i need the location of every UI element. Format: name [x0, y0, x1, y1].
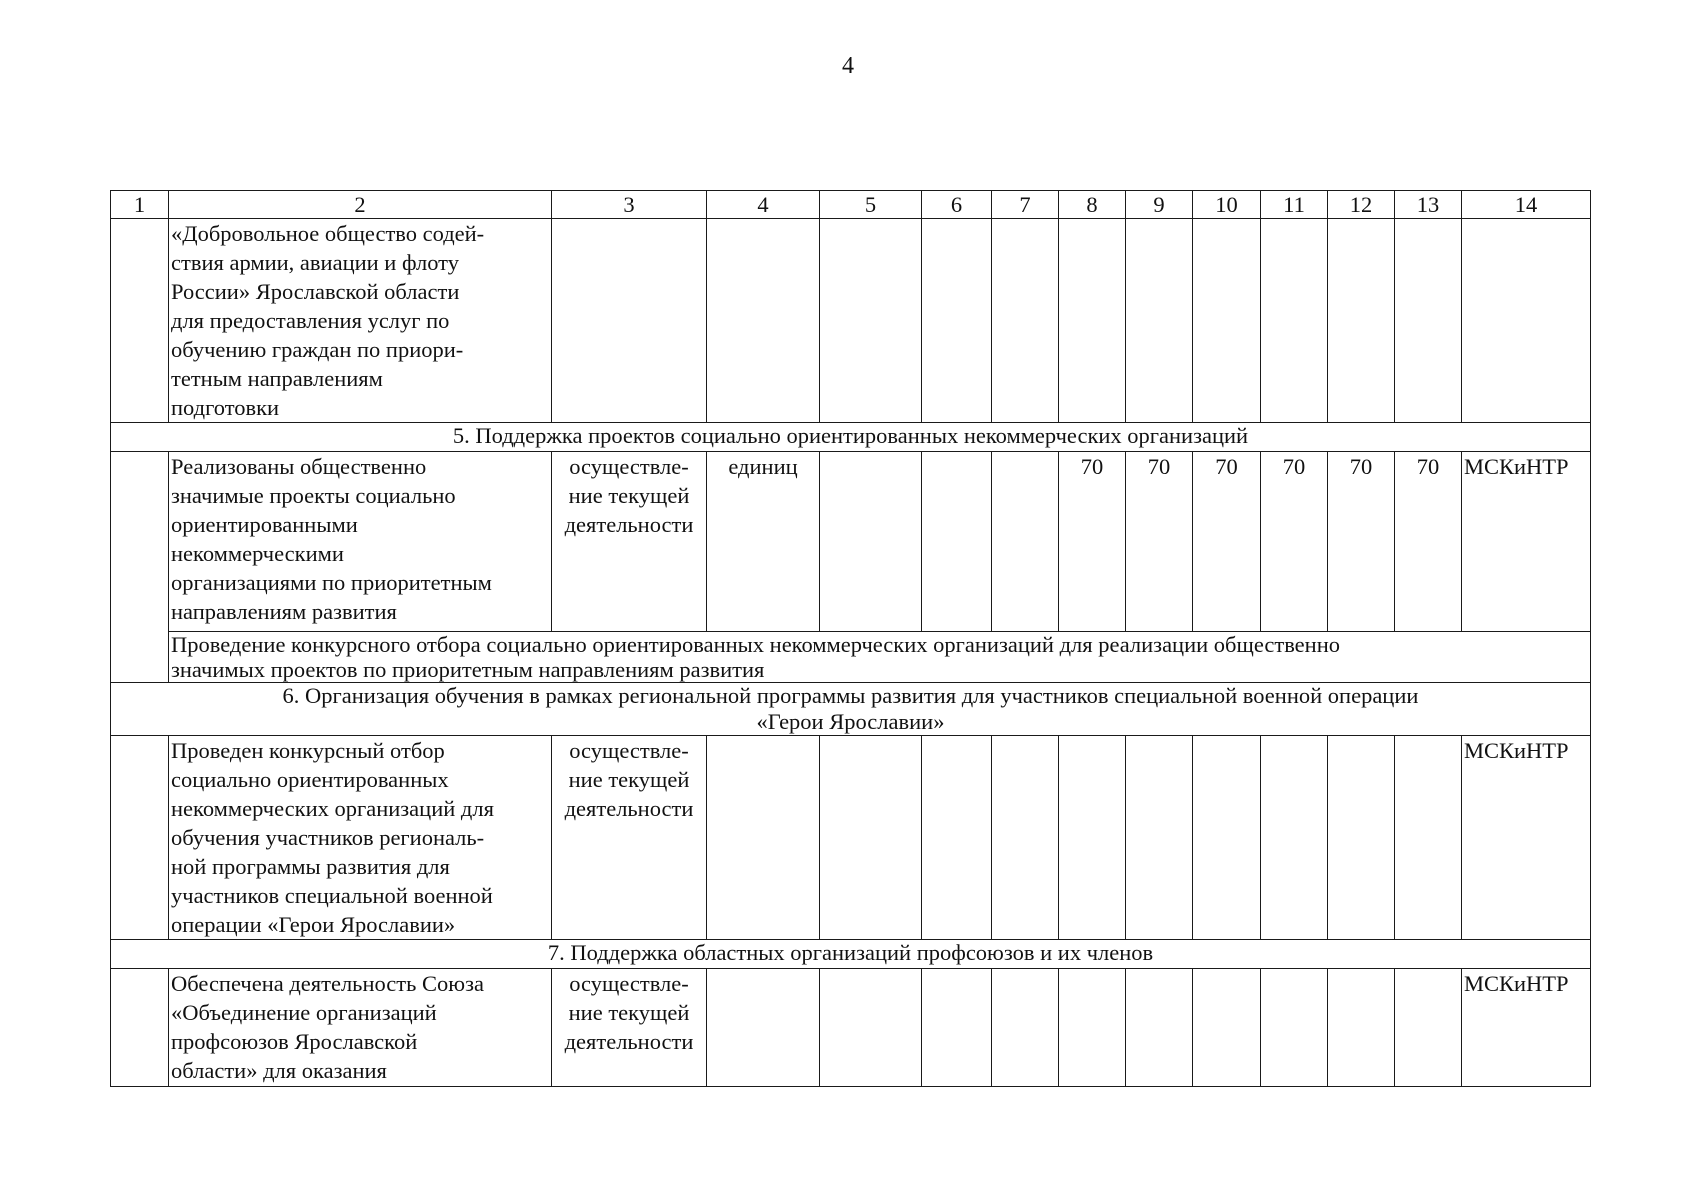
responsible-cell: МСКиНТР — [1462, 452, 1591, 632]
value-cell: 70 — [1126, 452, 1193, 632]
indicator-type: осуществле- ние текущей деятельности — [552, 736, 707, 940]
header-cell: 6 — [922, 191, 992, 219]
indicator-name: Обеспечена деятельность Союза «Объединение организаций профсоюзов Ярославской области» для оказания — [169, 969, 552, 1087]
page-number: 4 — [842, 53, 854, 79]
activity-note: Проведение конкурсного отбора социально ориентированных некоммерческих организаций для реализации общественно значимых проектов по приоритетным направлениям развития — [169, 632, 1591, 683]
header-cell: 5 — [820, 191, 922, 219]
indicator-type: осуществле- ние текущей деятельности — [552, 969, 707, 1087]
table-header-row — [111, 191, 1591, 219]
section-title: 6. Организация обучения в рамках региональной программы развития для участников специальной военной операции «Герои Ярославии» — [111, 683, 1591, 736]
section-row — [111, 423, 1591, 452]
value-cell: 70 — [1059, 452, 1126, 632]
indicator-type: осуществле- ние текущей деятельности — [552, 452, 707, 632]
header-cell: 12 — [1328, 191, 1395, 219]
header-cell: 3 — [552, 191, 707, 219]
header-cell: 7 — [992, 191, 1059, 219]
value-cell: 70 — [1395, 452, 1462, 632]
table-row — [111, 452, 1591, 632]
section-title: 7. Поддержка областных организаций профсоюзов и их членов — [111, 940, 1591, 969]
indicators-table — [110, 190, 1591, 1087]
header-cell: 9 — [1126, 191, 1193, 219]
header-cell: 2 — [169, 191, 552, 219]
unit-cell: единиц — [707, 452, 820, 632]
responsible-cell: МСКиНТР — [1462, 969, 1591, 1087]
section-row — [111, 683, 1591, 736]
header-cell: 10 — [1193, 191, 1261, 219]
table-row — [111, 219, 1591, 423]
header-cell: 13 — [1395, 191, 1462, 219]
section-row — [111, 940, 1591, 969]
responsible-cell: МСКиНТР — [1462, 736, 1591, 940]
table-row — [111, 736, 1591, 940]
value-cell: 70 — [1193, 452, 1261, 632]
header-cell: 4 — [707, 191, 820, 219]
value-cell: 70 — [1261, 452, 1328, 632]
indicator-name: Проведен конкурсный отбор социально ориентированных некоммерческих организаций для обучения участников региональ- ной программы развития для участников специальной военной операции «Герои Ярославии» — [169, 736, 552, 940]
note-row — [111, 632, 1591, 683]
indicator-name: «Добровольное общество содей- ствия армии, авиации и флоту России» Ярославской области для предоставления услуг по обучению граждан по приори- тетным направлениям подготовки — [169, 219, 552, 423]
section-title: 5. Поддержка проектов социально ориентированных некоммерческих организаций — [111, 423, 1591, 452]
header-cell: 1 — [111, 191, 169, 219]
table-row — [111, 969, 1591, 1087]
header-cell: 11 — [1261, 191, 1328, 219]
header-cell: 8 — [1059, 191, 1126, 219]
indicator-name: Реализованы общественно значимые проекты социально ориентированными некоммерческими организациями по приоритетным направлениям развития — [169, 452, 552, 632]
header-cell: 14 — [1462, 191, 1591, 219]
value-cell: 70 — [1328, 452, 1395, 632]
